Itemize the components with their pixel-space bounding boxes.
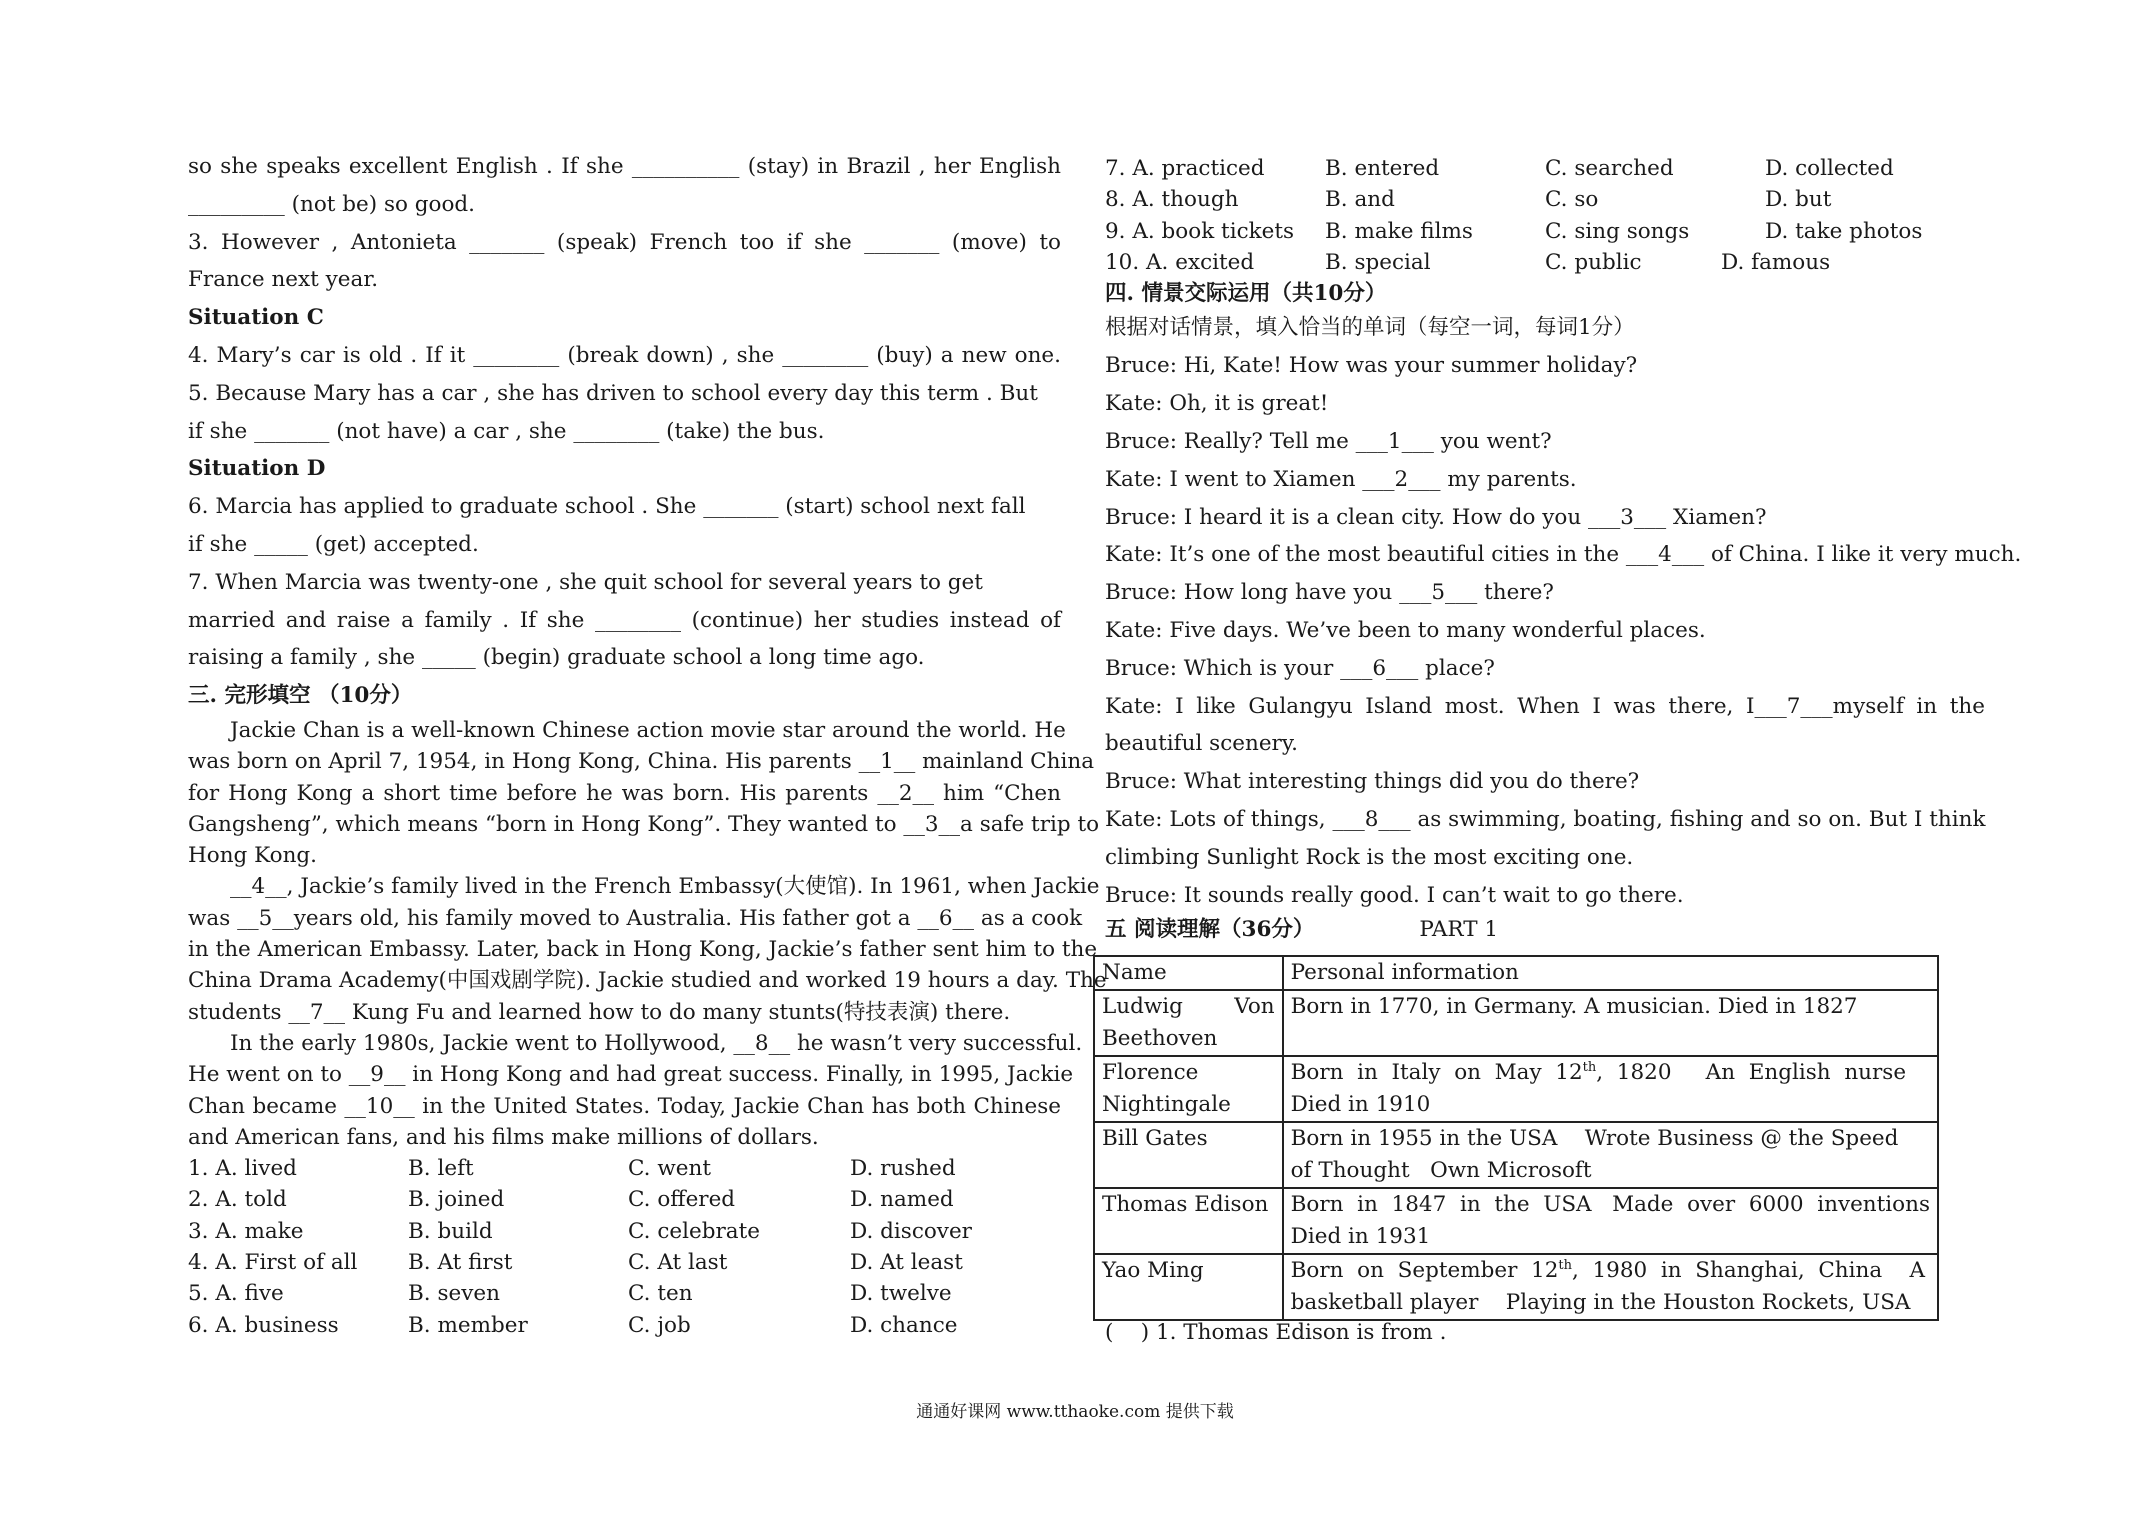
- text-line: if she _____ (get) accepted.: [188, 531, 479, 557]
- option-row: [1105, 184, 1985, 215]
- option: 4. A. First of all: [188, 1250, 358, 1275]
- dialogue-line: Bruce: It sounds really good. I can’t wait to go there.: [1105, 882, 1684, 908]
- option: B. At first: [408, 1250, 513, 1275]
- table-header-row: [1094, 956, 1938, 990]
- dialogue-line: Bruce: Really? Tell me ___1___ you went?: [1105, 429, 1552, 455]
- option: D. twelve: [850, 1281, 952, 1307]
- name-line: Yao Ming: [1102, 1258, 1204, 1283]
- info-cell: [1283, 1254, 1938, 1320]
- dialogue-line: Kate: Lots of things, ___8___ as swimming, boating, fishing and so on. But I think: [1105, 807, 1986, 833]
- option: D. collected: [1765, 156, 1894, 181]
- dialogue-line: Bruce: Which is your ___6___ place?: [1105, 655, 1495, 681]
- option: C. offered: [628, 1187, 736, 1213]
- dialogue-line: Kate: Five days. We’ve been to many wonderful places.: [1105, 618, 1706, 644]
- passage-line: Hong Kong.: [188, 843, 318, 869]
- option-row: [188, 1153, 1061, 1184]
- option-row: [1105, 153, 1985, 184]
- text-line: _________ (not be) so good.: [188, 191, 476, 217]
- option: 8. A. though: [1105, 187, 1239, 213]
- name-cell: [1094, 1188, 1283, 1254]
- name-line: Thomas Edison: [1102, 1192, 1269, 1217]
- info-line: Born in 1955 in the USA Wrote Business @ the Speed: [1290, 1126, 1899, 1151]
- passage-line: and American fans, and his films make millions of dollars.: [188, 1124, 819, 1150]
- option-row: [188, 1184, 1061, 1215]
- option: D. famous: [1721, 249, 1831, 275]
- option: D. chance: [850, 1312, 958, 1338]
- option: C. sing songs: [1545, 218, 1690, 244]
- passage-line: in the American Embassy. Later, back in Hong Kong, Jackie’s father sent him to the: [188, 937, 1098, 963]
- passage-line: He went on to __9__ in Hong Kong and had great success. Finally, in 1995, Jackie: [188, 1062, 1074, 1088]
- option: 6. A. business: [188, 1312, 339, 1338]
- table-row: [1094, 1254, 1938, 1320]
- passage-line: Jackie Chan is a well-known Chinese action movie star around the world. He: [230, 717, 1066, 743]
- dialogue-line: Bruce: I heard it is a clean city. How do you ___3___ Xiamen?: [1105, 504, 1767, 530]
- text-line: raising a family , she _____ (begin) graduate school a long time ago.: [188, 645, 925, 671]
- cloze-options: [188, 1153, 1061, 1341]
- info-line: Died in 1931: [1290, 1224, 1431, 1249]
- text-line: if she _______ (not have) a car , she ________ (take) the bus.: [188, 418, 825, 444]
- option: B. member: [408, 1312, 528, 1338]
- dialogue: [1105, 347, 2022, 914]
- text-line: so she speaks excellent English . If she __________ (stay) in Brazil , her English: [188, 154, 1061, 179]
- dialogue-line: Bruce: Hi, Kate! How was your summer holiday?: [1105, 353, 1638, 379]
- option: B. joined: [408, 1187, 505, 1213]
- option-row: [188, 1310, 1061, 1341]
- option: D. At least: [850, 1250, 963, 1275]
- passage-line: was __5__years old, his family moved to Australia. His father got a __6__ as a cook: [188, 905, 1083, 931]
- dialogue-line: Kate: I like Gulangyu Island most. When I was there, I___7___myself in the: [1105, 693, 1985, 719]
- info-line: basketball player Playing in the Houston Rockets, USA: [1290, 1290, 1911, 1315]
- section5-heading: [1105, 914, 1985, 945]
- option: 3. A. make: [188, 1218, 304, 1244]
- text-line: 3. However , Antonieta _______ (speak) French too if she _______ (move) to: [188, 229, 1061, 255]
- table-row: [1094, 1188, 1938, 1254]
- passage-line: Chan became __10__ in the United States. Today, Jackie Chan has both Chinese: [188, 1093, 1061, 1119]
- table-row: [1094, 1056, 1938, 1122]
- option-row: [188, 1247, 1061, 1278]
- name-line: Ludwig Von: [1102, 994, 1275, 1019]
- dialogue-line: Bruce: What interesting things did you do there?: [1105, 769, 1640, 795]
- section5-title: 五 阅读理解（36分）: [1105, 917, 1315, 943]
- dialogue-line: Bruce: How long have you ___5___ there?: [1105, 580, 1554, 606]
- name-cell: [1094, 1122, 1283, 1188]
- table-row: [1094, 990, 1938, 1056]
- info-line: Born on September 12th, 1980 in Shanghai, China A: [1290, 1257, 1926, 1283]
- option: 10. A. excited: [1105, 249, 1255, 275]
- option: C. ten: [628, 1281, 693, 1307]
- section4-instruction: 根据对话情景，填入恰当的单词（每空一词，每词1分）: [1105, 315, 1635, 341]
- text-line: 7. When Marcia was twenty-one , she quit school for several years to get: [188, 569, 983, 595]
- option: C. At last: [628, 1250, 728, 1275]
- name-cell: [1094, 990, 1283, 1056]
- option-row: [1105, 216, 1985, 247]
- footer: 通通好课网 www.tthaoke.com 提供下载: [916, 1402, 1234, 1422]
- name-line: Beethoven: [1102, 1026, 1218, 1051]
- option: B. make films: [1325, 218, 1473, 244]
- option: C. searched: [1545, 156, 1674, 181]
- passage-line: students __7__ Kung Fu and learned how to do many stunts(特技表演) there.: [188, 999, 1011, 1025]
- info-cell: [1283, 1188, 1938, 1254]
- option: D. take photos: [1765, 218, 1923, 244]
- text-line: France next year.: [188, 267, 379, 293]
- cloze-options-continued: [1105, 153, 1985, 278]
- passage-line: was born on April 7, 1954, in Hong Kong, China. His parents __1__ mainland China: [188, 749, 1095, 775]
- info-line: Born in Italy on May 12th, 1820 An English nurse: [1290, 1059, 1907, 1085]
- info-line: Born in 1770, in Germany. A musician. Died in 1827: [1290, 994, 1858, 1019]
- name-cell: [1094, 1254, 1283, 1320]
- text-line: 6. Marcia has applied to graduate school . She _______ (start) school next fall: [188, 494, 1026, 520]
- passage-line: China Drama Academy(中国戏剧学院). Jackie studied and worked 19 hours a day. The: [188, 968, 1107, 994]
- section4-title: 四. 情景交际运用（共10分）: [1105, 281, 1387, 307]
- name-line: Florence: [1102, 1060, 1199, 1085]
- section3-title: 三. 完形填空 （10分）: [188, 683, 413, 709]
- table-row: [1094, 1122, 1938, 1188]
- info-line: Born in 1847 in the USA Made over 6000 inventions: [1290, 1192, 1930, 1217]
- option: 2. A. told: [188, 1187, 287, 1213]
- option: B. build: [408, 1218, 493, 1244]
- option: D. rushed: [850, 1156, 956, 1182]
- name-cell: [1094, 1056, 1283, 1122]
- text-line: married and raise a family . If she ________ (continue) her studies instead of: [188, 607, 1061, 633]
- name-line: Nightingale: [1102, 1092, 1231, 1117]
- option-row: [188, 1278, 1061, 1309]
- situation-d-heading: Situation D: [188, 456, 326, 482]
- option-row: [188, 1216, 1061, 1247]
- cloze-passage: [188, 715, 1107, 1153]
- dialogue-line: Kate: It’s one of the most beautiful cities in the ___4___ of China. I like it very much.: [1105, 542, 2022, 568]
- text-line: 5. Because Mary has a car , she has driven to school every day this term . But: [188, 380, 1038, 406]
- option: B. and: [1325, 187, 1395, 213]
- info-line: of Thought Own Microsoft: [1290, 1158, 1592, 1183]
- option: 1. A. lived: [188, 1156, 297, 1182]
- option: D. named: [850, 1187, 954, 1213]
- option: C. public: [1545, 249, 1642, 275]
- left-column: [188, 148, 1107, 1341]
- dialogue-line: Kate: Oh, it is great!: [1105, 391, 1329, 417]
- passage-line: for Hong Kong a short time before he was born. His parents __2__ him “Chen: [188, 780, 1061, 806]
- option: D. but: [1765, 187, 1832, 213]
- situation-c-heading: Situation C: [188, 305, 324, 331]
- option: B. left: [408, 1156, 474, 1182]
- option: C. went: [628, 1156, 711, 1182]
- dialogue-line: Kate: I went to Xiamen ___2___ my parents.: [1105, 466, 1577, 492]
- option: B. seven: [408, 1281, 500, 1307]
- header-cell: Personal information: [1283, 956, 1938, 990]
- question-1: ( ) 1. Thomas Edison is from .: [1105, 1320, 1447, 1345]
- text-line: 4. Mary’s car is old . If it ________ (break down) , she ________ (buy) a new one.: [188, 342, 1061, 368]
- name-line: Bill Gates: [1102, 1126, 1208, 1151]
- info-cell: [1283, 1122, 1938, 1188]
- option: 5. A. five: [188, 1281, 284, 1307]
- passage-line: __4__, Jackie’s family lived in the French Embassy(大使馆). In 1961, when Jackie: [230, 874, 1100, 900]
- option-row: [1105, 247, 1985, 278]
- passage-line: Gangsheng”, which means “born in Hong Kong”. They wanted to __3__a safe trip to: [188, 811, 1100, 837]
- passage-line: In the early 1980s, Jackie went to Hollywood, __8__ he wasn’t very successful.: [230, 1030, 1083, 1056]
- info-line: [1291, 1023, 1930, 1055]
- dialogue-line: beautiful scenery.: [1105, 731, 1298, 757]
- dialogue-line: climbing Sunlight Rock is the most exciting one.: [1105, 844, 1634, 870]
- part-label: PART 1: [1419, 917, 1499, 943]
- right-column: [1105, 153, 2022, 946]
- option: B. special: [1325, 249, 1431, 275]
- info-cell: [1283, 990, 1938, 1056]
- option: C. celebrate: [628, 1218, 760, 1244]
- info-line: Died in 1910: [1290, 1092, 1431, 1117]
- option: B. entered: [1325, 156, 1440, 181]
- option: C. job: [628, 1312, 691, 1338]
- option: 7. A. practiced: [1105, 156, 1265, 181]
- info-cell: [1283, 1056, 1938, 1122]
- option: D. discover: [850, 1218, 972, 1244]
- option: C. so: [1545, 187, 1599, 213]
- option: 9. A. book tickets: [1105, 218, 1295, 244]
- personal-info-table: [1093, 955, 1939, 1321]
- header-cell: Name: [1094, 956, 1283, 990]
